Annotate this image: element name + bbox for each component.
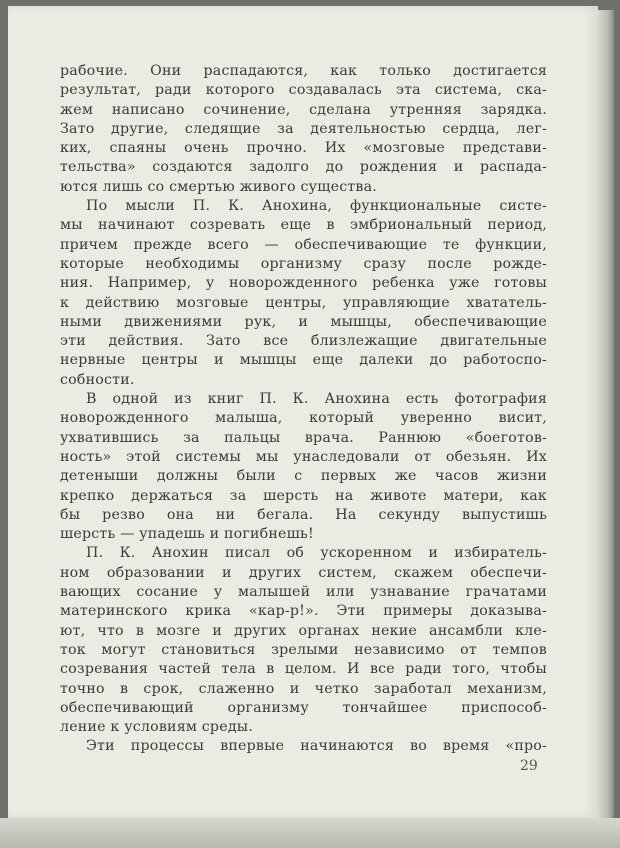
text-line: вающих сосание у малышей или узнавание грачатами — [60, 584, 547, 601]
text-line: причем прежде всего — обеспечивающие те функции, — [60, 236, 547, 253]
page-number: 29 — [520, 758, 538, 774]
text-line: ными движениями рук, и мышцы, обеспечивающие — [60, 313, 547, 330]
text-line: П. К. Анохин писал об ускоренном и избиратель- — [86, 545, 547, 562]
text-line: ток могут становиться зрелыми независимо от темпов — [60, 641, 547, 658]
text-line: мы начинают созревать еще в эмбриональный период, — [60, 217, 547, 234]
text-line: к действию мозговые центры, управляющие хвататель- — [60, 294, 547, 311]
paragraph — [60, 390, 547, 544]
text-line: нервные центры и мышцы еще далеки до работоспо- — [60, 352, 547, 369]
scan-bottom-edge — [0, 818, 620, 848]
text-line: обеспечивающий организму тончайшее приспособ- — [60, 699, 547, 716]
text-line: крепко держаться за шерсть на животе матери, как — [60, 487, 547, 504]
text-line: По мысли П. К. Анохина, функциональные систе- — [86, 198, 547, 215]
text-line: собности. — [60, 371, 135, 388]
text-line: ются лишь со смертью живого существа. — [60, 178, 377, 195]
text-line: созревания частей тела в целом. И все ради того, чтобы — [60, 661, 547, 678]
text-line: точно в срок, слаженно и четко заработал механизм, — [60, 680, 547, 697]
text-line: ном образовании и других систем, скажем обеспечи- — [60, 564, 547, 581]
text-line: жем написано сочинение, сделана утренняя зарядка. — [60, 101, 547, 118]
text-line: ких, спаяны очень прочно. Их «мозговые представи- — [60, 140, 547, 157]
text-line: ность» этой системы мы унаследовали от обезьян. Их — [60, 448, 547, 465]
text-line: бы резво она ни бегала. На секунду выпустишь — [60, 506, 547, 523]
text-line: В одной из книг П. К. Анохина есть фотография — [86, 391, 547, 408]
body-text — [60, 62, 547, 757]
text-line: материнского крика «кар-р!». Эти примеры доказыва- — [60, 603, 547, 620]
text-line: шерсть — упадешь и погибнешь! — [60, 526, 314, 543]
paragraph — [60, 544, 547, 737]
text-line: Зато другие, следящие за деятельностью сердца, лег- — [60, 120, 547, 137]
page-edge — [598, 10, 614, 818]
paragraph — [60, 737, 547, 756]
text-line: результат, ради которого создавалась эта система, ска- — [60, 82, 547, 99]
text-line: рабочие. Они распадаются, как только достигается — [60, 63, 547, 79]
paragraph — [60, 62, 547, 197]
text-line: ния. Например, у новорожденного ребенка уже готовы — [60, 275, 547, 292]
text-line: эти действия. Зато все близлежащие двигательные — [60, 333, 547, 350]
text-line: новорожденного малыша, который уверенно висит, — [60, 410, 547, 427]
text-line: тельства» создаются задолго до рождения и распада- — [60, 159, 547, 176]
text-line: ухватившись за пальцы врача. Раннюю «боеготов- — [60, 429, 547, 446]
paragraph — [60, 197, 547, 390]
text-line: ление к условиям среды. — [60, 719, 253, 736]
text-line: детеныши должны были с первых же часов жизни — [60, 468, 547, 485]
text-line: Эти процессы впервые начинаются во время «про- — [86, 738, 547, 755]
text-line: которые необходимы организму сразу после рожде- — [60, 255, 547, 272]
text-line: ют, что в мозге и других органах некие ансамбли кле- — [60, 622, 547, 639]
